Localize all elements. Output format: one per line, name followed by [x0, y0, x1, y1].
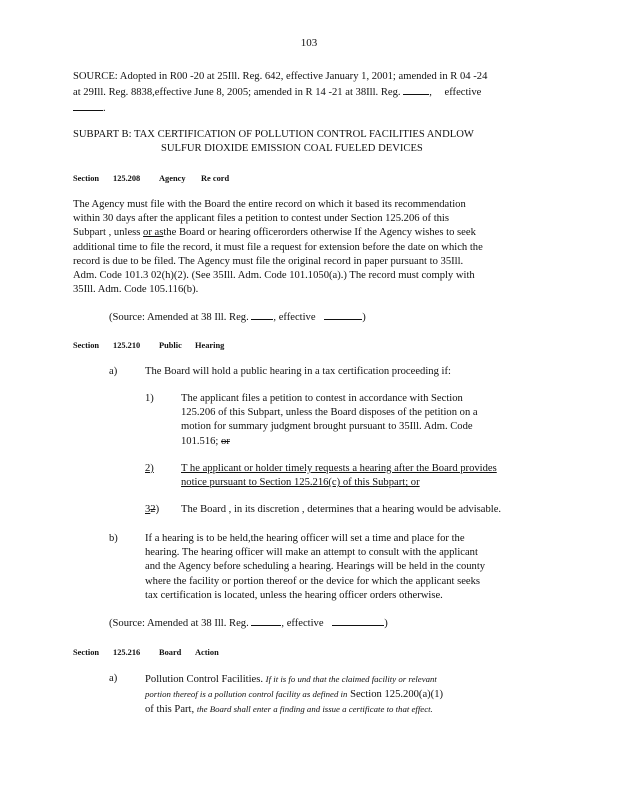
- marker-paren: ): [155, 504, 160, 515]
- source-amended: [109, 309, 366, 325]
- list-marker: 2): [145, 463, 154, 474]
- list-marker: [145, 503, 159, 517]
- para-text: the Board or hearing officerorders otherwise If the Agency wishes to seek: [163, 227, 476, 239]
- reg-blank: [251, 615, 281, 626]
- source-text: (Source: Amended at 38 Ill. Reg.: [109, 312, 249, 323]
- inserted-marker: 3: [145, 504, 151, 515]
- item-line: The applicant files a petition to contest in accordance with Section: [181, 393, 463, 404]
- page-number: 103: [300, 37, 318, 49]
- source-effective: , effective: [273, 312, 316, 323]
- source-close: ): [384, 618, 388, 629]
- section-title-word-1: Board: [159, 648, 182, 657]
- subpart-heading: [73, 128, 543, 156]
- para-line: [73, 226, 543, 240]
- section-number: 125.210: [113, 341, 141, 350]
- item-line: where the facility or portion thereof or the device for which the applicant seeks: [145, 575, 481, 587]
- list-item-text: [145, 532, 537, 603]
- effective-blank: [332, 615, 384, 626]
- item-text: Section 125.200(a)(1): [350, 689, 444, 701]
- item-line: [181, 435, 521, 449]
- section-label: Section: [73, 174, 100, 183]
- section-title-word-2: Action: [195, 648, 219, 657]
- subpart-line-1: SUBPART B: TAX CERTIFICATION OF POLLUTION CONTROL FACILITIES ANDLOW: [73, 129, 474, 140]
- para-line: record is due to be filed. The Agency must file the original record in paper pursuant to 35Ill.: [73, 255, 464, 267]
- item-text: of this Part,: [145, 704, 195, 716]
- para-line: 35Ill. Adm. Code 105.116(b).: [73, 284, 199, 296]
- reg-blank: [403, 84, 429, 95]
- item-line: [145, 687, 537, 702]
- section-label: Section: [73, 341, 100, 350]
- list-item-text: [181, 392, 521, 449]
- list-marker: a): [109, 366, 118, 377]
- list-marker: a): [109, 673, 118, 684]
- para-line: additional time to file the record, it must file a request for extension before the date on which the: [73, 241, 483, 253]
- source-line-3: [73, 100, 548, 116]
- item-line: T he applicant or holder timely requests a hearing after the Board provides: [181, 463, 497, 474]
- deleted-marker: 2: [150, 504, 156, 515]
- item-line: If a hearing is to be held,the hearing officer will set a time and place for the: [145, 533, 465, 544]
- section-title-word-2: Hearing: [195, 341, 225, 350]
- section-label: Section: [73, 648, 100, 657]
- source-amended: [109, 615, 388, 631]
- item-line: hearing. The hearing officer will make an attempt to consult with the applicant: [145, 547, 478, 559]
- source-note: [73, 70, 548, 117]
- source-text: (Source: Amended at 38 Ill. Reg.: [109, 618, 249, 629]
- list-item-text: The Board will hold a public hearing in a tax certification proceeding if:: [145, 366, 451, 377]
- item-line: [145, 672, 537, 687]
- source-line-2-text: at 29Ill. Reg. 8838,effective June 8, 2005; amended in R 14 -21 at 38Ill. Reg.: [73, 87, 401, 99]
- item-line: motion for summary judgment brought pursuant to 35Ill. Adm. Code: [181, 421, 473, 433]
- para-text: Subpart , unless: [73, 227, 141, 239]
- section-title-word-1: Agency: [159, 174, 186, 183]
- source-period: .: [103, 103, 106, 115]
- list-item-text: [181, 462, 537, 490]
- section-125-208-body: [73, 198, 543, 297]
- italic-text: If it is fo und that the claimed facility or relevant: [265, 674, 437, 684]
- list-marker: b): [109, 533, 118, 544]
- deleted-text: or: [221, 435, 230, 447]
- source-close: ): [362, 312, 366, 323]
- item-line: notice pursuant to Section 125.216(c) of this Subpart; or: [181, 477, 420, 489]
- source-effective: , effective: [281, 618, 324, 629]
- list-item-text: [145, 672, 537, 718]
- italic-text: portion thereof is a pollution control facility as defined in: [145, 689, 348, 700]
- source-line-1: SOURCE: Adopted in R00 -20 at 25Ill. Reg. 642, effective January 1, 2001; amended in R 04 -24: [73, 71, 488, 82]
- list-item-text: The Board , in its discretion , determines that a hearing would be advisable.: [181, 504, 502, 515]
- list-marker: 1): [145, 393, 154, 404]
- item-line: tax certification is located, unless the hearing officer orders otherwise.: [145, 589, 443, 601]
- source-line-2: at 29Ill. Reg. 8838,effective June 8, 2005; amended in R 14 -21 at 38Ill. Reg. , effective: [73, 84, 548, 100]
- para-line: within 30 days after the applicant files a petition to contest under Section 125.206 of this: [73, 213, 449, 225]
- item-text: 101.516;: [181, 435, 219, 447]
- item-text: Pollution Control Facilities.: [145, 674, 264, 685]
- item-line: [145, 702, 537, 717]
- para-line: The Agency must file with the Board the entire record on which it based its recommendation: [73, 199, 466, 210]
- effective-blank: [73, 100, 103, 111]
- subpart-line-2: SULFUR DIOXIDE EMISSION COAL FUELED DEVICES: [161, 143, 423, 155]
- effective-blank: [324, 309, 362, 320]
- reg-blank: [251, 309, 273, 320]
- para-line: Adm. Code 101.3 02(h)(2). (See 35Ill. Adm. Code 101.1050(a).) The record must comply with: [73, 270, 475, 282]
- section-number: 125.208: [113, 174, 141, 183]
- item-line: and the Agency before scheduling a hearing. Hearings will be held in the county: [145, 561, 486, 573]
- source-effective: effective: [444, 87, 482, 99]
- section-number: 125.216: [113, 648, 141, 657]
- item-line: 125.206 of this Subpart, unless the Board disposes of the petition on a: [181, 407, 478, 419]
- section-title-word-2: Re cord: [201, 174, 230, 183]
- inserted-text: or as: [143, 227, 164, 239]
- italic-text: the Board shall enter a finding and issue a certificate to that effect.: [196, 704, 433, 715]
- section-title-word-1: Public: [159, 341, 182, 350]
